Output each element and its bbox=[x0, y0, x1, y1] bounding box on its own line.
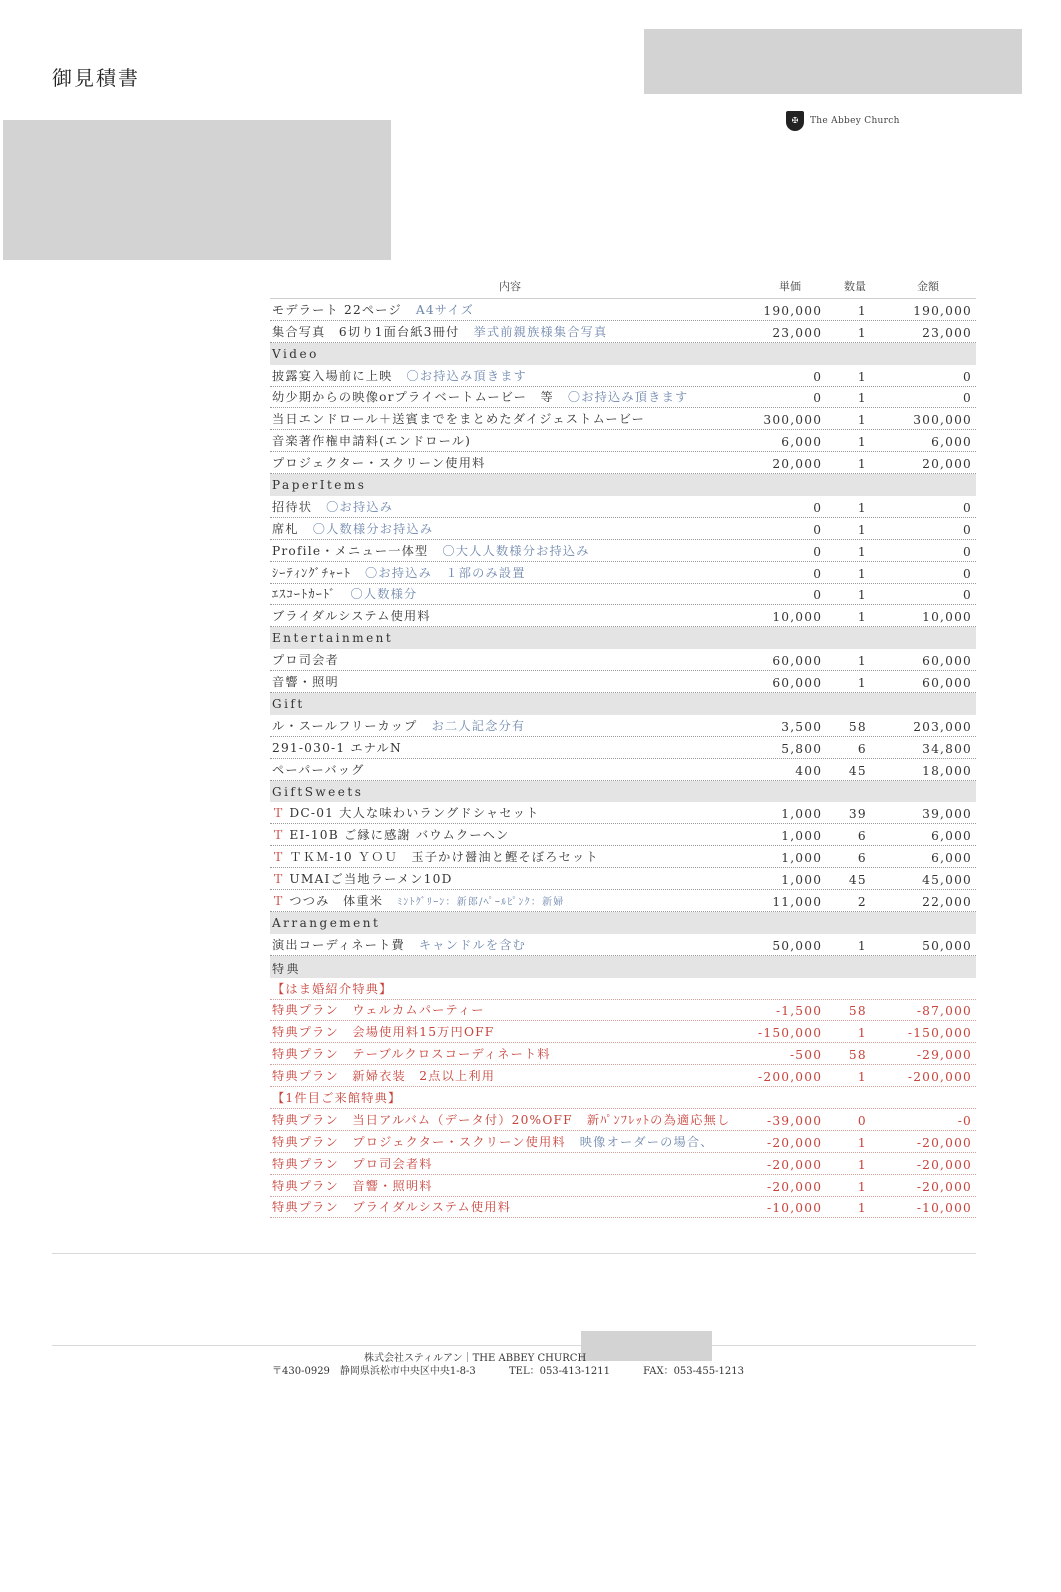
row-note: 〇お持込み １部のみ設置 bbox=[365, 565, 526, 580]
row-item-name: ブライダルシステム使用料 bbox=[272, 609, 431, 624]
row-unit-price: 60,000 bbox=[772, 676, 823, 691]
row-description bbox=[270, 1155, 748, 1172]
row-description bbox=[270, 673, 748, 690]
row-description bbox=[270, 388, 748, 405]
row-item-name: ＴＫＭ-10 ＹＯＵ 玉子かけ醤油と鰹そぼろセット bbox=[289, 850, 599, 865]
row-unit-price: -10,000 bbox=[767, 1201, 823, 1216]
row-amount: -10,000 bbox=[916, 1201, 972, 1216]
row-item-name: 集合写真 6切り1面台紙3冊付 bbox=[272, 324, 460, 339]
row-description bbox=[270, 1023, 748, 1040]
table-row bbox=[270, 1131, 976, 1153]
row-qty: 1 bbox=[857, 676, 867, 691]
row-item-name: モデラート 22ページ bbox=[272, 302, 402, 317]
footer-tel: TEL：053-413-1211 bbox=[508, 1366, 610, 1377]
row-item-name: 披露宴入場前に上映 bbox=[272, 368, 393, 383]
row-item-name: ル・スールフリーカップ bbox=[272, 718, 418, 733]
table-row bbox=[270, 605, 976, 627]
row-unit-price: 0 bbox=[813, 391, 823, 406]
table-row bbox=[270, 452, 976, 474]
header-unit-price: 単価 bbox=[779, 280, 801, 293]
row-description bbox=[270, 607, 748, 624]
redacted-block-footer bbox=[581, 1331, 712, 1361]
table-row bbox=[270, 584, 976, 606]
row-unit-price: 0 bbox=[813, 588, 823, 603]
table-row bbox=[270, 824, 976, 846]
row-amount: 0 bbox=[963, 522, 972, 537]
row-unit-price: 0 bbox=[813, 522, 823, 537]
row-unit-price: 50,000 bbox=[772, 938, 823, 953]
gift-mark: Ｔ bbox=[272, 893, 286, 908]
row-amount: 0 bbox=[963, 544, 972, 559]
row-qty: 58 bbox=[848, 1004, 867, 1019]
row-qty: 1 bbox=[857, 1135, 867, 1150]
row-item-name: ｼｰﾃｨﾝｸﾞﾁｬｰﾄ bbox=[272, 565, 352, 580]
table-row bbox=[270, 365, 976, 387]
row-unit-price: 5,800 bbox=[781, 741, 823, 756]
row-note: 〇人数様分お持込み bbox=[312, 521, 434, 536]
table-row bbox=[270, 715, 976, 737]
row-qty: 45 bbox=[848, 763, 867, 778]
row-amount: -200,000 bbox=[907, 1070, 972, 1085]
row-note: A4サイズ bbox=[415, 302, 474, 317]
row-item-name: 幼少期からの映像orプライベートムービー 等 bbox=[272, 390, 554, 405]
row-note: お二人記念分有 bbox=[431, 718, 526, 733]
gift-mark: Ｔ bbox=[272, 828, 286, 843]
row-unit-price: 23,000 bbox=[772, 325, 823, 340]
row-qty: 1 bbox=[857, 1179, 867, 1194]
row-qty: 1 bbox=[857, 566, 867, 581]
row-item-name: 音響・照明 bbox=[272, 675, 339, 690]
row-amount: 10,000 bbox=[922, 610, 972, 625]
row-description bbox=[270, 761, 748, 778]
row-amount: -150,000 bbox=[907, 1026, 972, 1041]
row-note: キャンドルを含む bbox=[418, 937, 527, 952]
row-note: 〇お持込み bbox=[326, 499, 394, 514]
row-unit-price: 300,000 bbox=[763, 413, 823, 428]
section-header: GiftSweets bbox=[270, 781, 976, 803]
table-row bbox=[270, 671, 976, 693]
table-row bbox=[270, 1021, 976, 1043]
row-note: 〇お持込み頂きます bbox=[567, 390, 689, 405]
row-description bbox=[270, 301, 748, 318]
row-qty: 1 bbox=[857, 1201, 867, 1216]
row-item-name: UMAIご当地ラーメン10D bbox=[289, 872, 453, 887]
row-description bbox=[270, 410, 748, 427]
row-amount: 50,000 bbox=[922, 938, 972, 953]
row-amount: 190,000 bbox=[913, 303, 972, 318]
footer-company: 株式会社スティルアン｜THE ABBEY CHURCH bbox=[364, 1353, 587, 1364]
row-item-name: 特典プラン 会場使用料15万円OFF bbox=[272, 1025, 495, 1040]
footer-fax: FAX：053-455-1213 bbox=[643, 1366, 744, 1377]
row-amount: 34,800 bbox=[922, 741, 972, 756]
row-amount: 18,000 bbox=[922, 763, 972, 778]
footer-contact bbox=[272, 1362, 774, 1377]
row-item-name: 特典プラン 当日アルバム（データ付）20%OFF bbox=[272, 1112, 573, 1127]
row-note: 映像オーダーの場合、 bbox=[579, 1134, 714, 1149]
row-qty: 2 bbox=[857, 894, 867, 909]
row-qty: 45 bbox=[848, 873, 867, 888]
table-row bbox=[270, 1065, 976, 1087]
row-item-name: 特典プラン プロ司会者料 bbox=[272, 1156, 433, 1171]
divider-line bbox=[52, 1253, 976, 1254]
row-qty: 1 bbox=[857, 325, 867, 340]
row-unit-price: 3,500 bbox=[781, 719, 823, 734]
footer-divider-line bbox=[52, 1345, 976, 1346]
row-note: 〇人数様分 bbox=[350, 587, 418, 602]
row-qty: 1 bbox=[857, 610, 867, 625]
table-row bbox=[270, 1153, 976, 1175]
row-item-name: 音楽著作権申請料(エンドロール) bbox=[272, 434, 472, 449]
table-row bbox=[270, 321, 976, 343]
table-row bbox=[270, 387, 976, 409]
row-description bbox=[270, 1177, 748, 1194]
row-unit-price: 10,000 bbox=[772, 610, 823, 625]
row-qty: 1 bbox=[857, 391, 867, 406]
row-description bbox=[270, 454, 748, 471]
table-row bbox=[270, 540, 976, 562]
table-body bbox=[270, 299, 976, 1218]
table-row bbox=[270, 1043, 976, 1065]
row-item-name: 特典プラン ウェルカムパーティー bbox=[272, 1003, 485, 1018]
row-description bbox=[270, 1133, 748, 1150]
row-qty: 1 bbox=[857, 1070, 867, 1085]
row-description bbox=[270, 1001, 748, 1018]
row-qty: 1 bbox=[857, 654, 867, 669]
row-unit-price: -20,000 bbox=[767, 1179, 823, 1194]
row-description bbox=[270, 1089, 752, 1106]
section-header: Entertainment bbox=[270, 627, 976, 649]
row-unit-price: 60,000 bbox=[772, 654, 823, 669]
footer-address: 静岡県浜松市中央区中央1-8-3 bbox=[339, 1366, 476, 1377]
row-unit-price: 11,000 bbox=[772, 894, 823, 909]
row-qty: 1 bbox=[857, 938, 867, 953]
row-unit-price: -20,000 bbox=[767, 1135, 823, 1150]
row-unit-price: 0 bbox=[813, 566, 823, 581]
table-row bbox=[270, 518, 976, 540]
row-amount: 203,000 bbox=[913, 719, 972, 734]
row-unit-price: 1,000 bbox=[781, 873, 823, 888]
table-row bbox=[270, 759, 976, 781]
table-row bbox=[270, 934, 976, 956]
row-item-name: DC-01 大人な味わいラングドシャセット bbox=[289, 806, 540, 821]
table-header bbox=[270, 278, 976, 299]
row-item-name: 席札 bbox=[272, 521, 299, 536]
row-unit-price: 6,000 bbox=[781, 435, 823, 450]
row-description bbox=[270, 980, 752, 997]
row-amount: -20,000 bbox=[916, 1135, 972, 1150]
row-item-name: 招待状 bbox=[272, 499, 313, 514]
header-amount: 金額 bbox=[917, 280, 939, 293]
row-unit-price: 400 bbox=[795, 763, 823, 778]
row-qty: 1 bbox=[857, 1026, 867, 1041]
row-qty: 58 bbox=[848, 719, 867, 734]
row-amount: 0 bbox=[963, 500, 972, 515]
row-qty: 1 bbox=[857, 413, 867, 428]
row-note: 〇大人人数様分お持込み bbox=[442, 543, 590, 558]
row-item-name: 291-030-1 エナルN bbox=[272, 740, 402, 755]
row-qty: 6 bbox=[857, 851, 867, 866]
row-unit-price: 1,000 bbox=[781, 829, 823, 844]
row-item-name: 特典プラン プロジェクター・スクリーン使用料 bbox=[272, 1134, 566, 1149]
row-unit-price: -1,500 bbox=[775, 1004, 823, 1019]
row-amount: 39,000 bbox=[922, 807, 972, 822]
table-row bbox=[270, 649, 976, 671]
row-qty: 1 bbox=[857, 369, 867, 384]
row-amount: -87,000 bbox=[916, 1004, 972, 1019]
row-note: 新ﾊﾟﾝﾌﾚｯﾄの為適応無し bbox=[586, 1112, 731, 1127]
row-item-name: 特典プラン 音響・照明料 bbox=[272, 1178, 433, 1193]
footer-postal: 〒430-0929 bbox=[272, 1366, 330, 1377]
table-row bbox=[270, 430, 976, 452]
section-header: PaperItems bbox=[270, 474, 976, 496]
table-row bbox=[270, 299, 976, 321]
row-amount: 0 bbox=[963, 391, 972, 406]
row-description bbox=[270, 1067, 748, 1084]
row-description bbox=[270, 585, 748, 602]
logo-text: The Abbey Church bbox=[810, 116, 900, 126]
row-amount: 6,000 bbox=[931, 829, 972, 844]
row-unit-price: -200,000 bbox=[758, 1070, 823, 1085]
section-header: Video bbox=[270, 343, 976, 365]
row-description bbox=[270, 323, 748, 340]
table-row bbox=[270, 802, 976, 824]
table-row bbox=[270, 562, 976, 584]
header-qty: 数量 bbox=[844, 280, 866, 293]
row-qty: 1 bbox=[857, 457, 867, 472]
row-unit-price: 0 bbox=[813, 544, 823, 559]
row-description bbox=[270, 936, 748, 953]
row-amount: 23,000 bbox=[922, 325, 972, 340]
gift-mark: Ｔ bbox=[272, 850, 286, 865]
row-amount: 22,000 bbox=[922, 894, 972, 909]
row-description bbox=[270, 542, 748, 559]
row-amount: 0 bbox=[963, 369, 972, 384]
row-item-name: 当日エンドロール＋送賓までをまとめたダイジェストムービー bbox=[272, 412, 646, 427]
row-unit-price: 0 bbox=[813, 500, 823, 515]
row-amount: 60,000 bbox=[922, 676, 972, 691]
row-unit-price: -39,000 bbox=[767, 1113, 823, 1128]
row-item-name: 特典プラン 新婦衣装 2点以上利用 bbox=[272, 1069, 496, 1084]
row-qty: 6 bbox=[857, 741, 867, 756]
row-unit-price: -150,000 bbox=[758, 1026, 823, 1041]
gift-mark: Ｔ bbox=[272, 806, 286, 821]
row-item-name: 特典プラン テーブルクロスコーディネート料 bbox=[272, 1047, 551, 1062]
row-qty: 39 bbox=[848, 807, 867, 822]
header-desc: 内容 bbox=[499, 280, 521, 293]
row-amount: 6,000 bbox=[931, 851, 972, 866]
row-description bbox=[270, 432, 748, 449]
row-item-name: 特典プラン ブライダルシステム使用料 bbox=[272, 1200, 512, 1215]
row-description bbox=[270, 870, 748, 887]
row-qty: 6 bbox=[857, 829, 867, 844]
church-logo bbox=[786, 111, 900, 131]
row-qty: 1 bbox=[857, 1157, 867, 1172]
row-amount: 0 bbox=[963, 566, 972, 581]
row-description bbox=[270, 892, 748, 909]
section-header: Gift bbox=[270, 693, 976, 715]
row-qty: 0 bbox=[857, 1113, 867, 1128]
row-item-name: 【1件目ご来館特典】 bbox=[272, 1090, 402, 1105]
table-row bbox=[270, 1109, 976, 1131]
row-description bbox=[270, 826, 748, 843]
row-unit-price: 1,000 bbox=[781, 851, 823, 866]
row-description bbox=[270, 651, 748, 668]
benefit-group-header bbox=[270, 978, 976, 1000]
row-amount: -29,000 bbox=[916, 1048, 972, 1063]
row-qty: 1 bbox=[857, 500, 867, 515]
row-amount: 0 bbox=[963, 588, 972, 603]
row-amount: -20,000 bbox=[916, 1157, 972, 1172]
table-row bbox=[270, 846, 976, 868]
gift-mark: Ｔ bbox=[272, 872, 286, 887]
row-amount: 20,000 bbox=[922, 457, 972, 472]
section-header: 特典 bbox=[270, 956, 976, 978]
row-item-name: ｴｽｺｰﾄｶｰﾄﾞ bbox=[272, 587, 337, 602]
row-item-name: プロジェクター・スクリーン使用料 bbox=[272, 456, 486, 471]
row-unit-price: -500 bbox=[789, 1048, 823, 1063]
row-description bbox=[270, 804, 748, 821]
row-item-name: ペーパーバッグ bbox=[272, 762, 365, 777]
row-item-name: つつみ 体重米 bbox=[289, 893, 384, 908]
row-item-name: 演出コーディネート費 bbox=[272, 937, 405, 952]
row-qty: 1 bbox=[857, 303, 867, 318]
row-item-name: プロ司会者 bbox=[272, 653, 339, 668]
row-description bbox=[270, 1045, 748, 1062]
row-note: ﾐﾝﾄｸﾞﾘｰﾝ：新郎/ﾍﾟｰﾙﾋﾟﾝｸ：新婦 bbox=[397, 896, 565, 908]
row-note: 挙式前親族様集合写真 bbox=[473, 324, 608, 339]
row-qty: 58 bbox=[848, 1048, 867, 1063]
table-row bbox=[270, 408, 976, 430]
row-qty: 1 bbox=[857, 435, 867, 450]
row-qty: 1 bbox=[857, 544, 867, 559]
shield-icon: ✠ bbox=[786, 111, 804, 131]
estimate-table bbox=[270, 278, 976, 1218]
document-title: 御見積書 bbox=[52, 66, 140, 90]
benefit-group-header bbox=[270, 1087, 976, 1109]
row-description bbox=[270, 564, 748, 581]
row-description bbox=[270, 1111, 748, 1128]
row-unit-price: 0 bbox=[813, 369, 823, 384]
row-unit-price: 1,000 bbox=[781, 807, 823, 822]
row-amount: -20,000 bbox=[916, 1179, 972, 1194]
table-row bbox=[270, 1175, 976, 1197]
row-unit-price: 190,000 bbox=[763, 303, 823, 318]
row-amount: 6,000 bbox=[931, 435, 972, 450]
table-row bbox=[270, 868, 976, 890]
table-row bbox=[270, 496, 976, 518]
table-row bbox=[270, 1000, 976, 1022]
redacted-block-left bbox=[3, 120, 391, 260]
row-unit-price: -20,000 bbox=[767, 1157, 823, 1172]
row-description bbox=[270, 717, 748, 734]
table-row bbox=[270, 737, 976, 759]
row-item-name: 【はま婚紹介特典】 bbox=[272, 981, 393, 996]
redacted-block-top-right bbox=[644, 29, 1022, 94]
row-item-name: EI-10B ご縁に感謝 バウムクーヘン bbox=[289, 828, 510, 843]
row-amount: -0 bbox=[957, 1113, 972, 1128]
row-note: 〇お持込み頂きます bbox=[406, 368, 527, 383]
row-qty: 1 bbox=[857, 522, 867, 537]
row-unit-price: 20,000 bbox=[772, 457, 823, 472]
row-description bbox=[270, 848, 748, 865]
section-header: Arrangement bbox=[270, 912, 976, 934]
row-qty: 1 bbox=[857, 588, 867, 603]
table-row bbox=[270, 1197, 976, 1219]
row-amount: 60,000 bbox=[922, 654, 972, 669]
row-description bbox=[270, 1198, 748, 1215]
row-amount: 45,000 bbox=[922, 873, 972, 888]
table-row bbox=[270, 890, 976, 912]
row-description bbox=[270, 498, 748, 515]
row-description bbox=[270, 520, 748, 537]
row-amount: 300,000 bbox=[913, 413, 972, 428]
row-description bbox=[270, 367, 748, 384]
row-description bbox=[270, 739, 748, 756]
row-item-name: Profile・メニュー一体型 bbox=[272, 543, 429, 558]
